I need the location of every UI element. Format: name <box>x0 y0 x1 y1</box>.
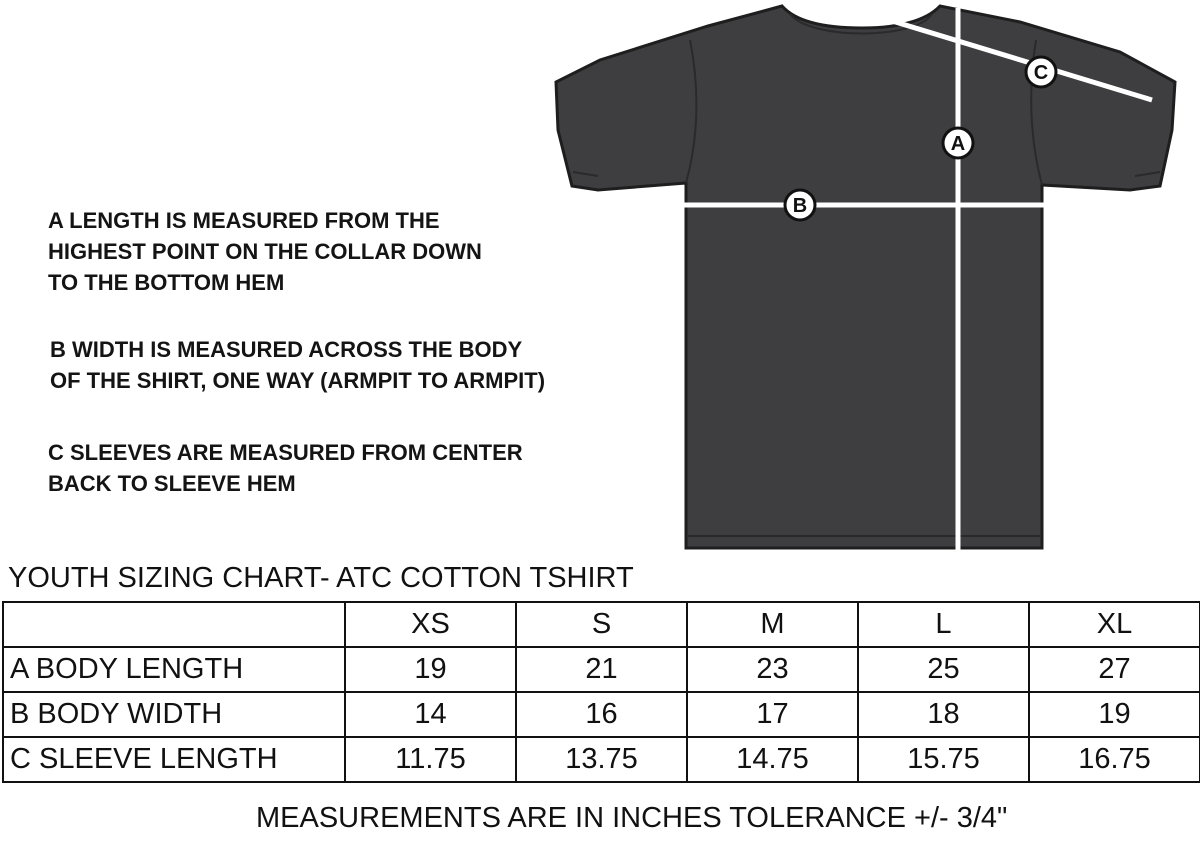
instruction-b-line: B WIDTH IS MEASURED ACROSS THE BODY <box>50 337 523 362</box>
tshirt-diagram <box>548 0 1200 560</box>
table-cell: 23 <box>687 647 858 692</box>
row-label: C SLEEVE LENGTH <box>3 737 345 782</box>
badge-a <box>943 128 973 158</box>
measurement-note: MEASUREMENTS ARE IN INCHES TOLERANCE +/- 3/4" <box>256 802 1008 834</box>
table-cell: 19 <box>345 647 516 692</box>
header-cell <box>3 602 345 647</box>
table-cell: 13.75 <box>516 737 687 782</box>
table-cell: 19 <box>1029 692 1200 737</box>
table-cell: 17 <box>687 692 858 737</box>
tshirt-silhouette <box>556 6 1175 548</box>
row-label: B BODY WIDTH <box>3 692 345 737</box>
header-cell: XL <box>1029 602 1200 647</box>
instruction-c-line: C SLEEVES ARE MEASURED FROM CENTER <box>48 440 523 465</box>
instruction-a-line: TO THE BOTTOM HEM <box>48 270 285 295</box>
table-cell: 16.75 <box>1029 737 1200 782</box>
table-cell: 25 <box>858 647 1029 692</box>
badge-a-label: A <box>950 133 966 155</box>
badge-b-label: B <box>792 195 808 217</box>
instruction-b-line: OF THE SHIRT, ONE WAY (ARMPIT TO ARMPIT) <box>50 368 546 393</box>
table-cell: 18 <box>858 692 1029 737</box>
tshirt-body <box>556 6 1175 548</box>
row-label: A BODY LENGTH <box>3 647 345 692</box>
header-cell: S <box>516 602 687 647</box>
table-cell: 16 <box>516 692 687 737</box>
badge-b <box>785 190 815 220</box>
instruction-c-line: BACK TO SLEEVE HEM <box>48 471 296 496</box>
size-table <box>2 601 1200 783</box>
table-cell: 27 <box>1029 647 1200 692</box>
badge-c-label: C <box>1033 62 1049 84</box>
table-cell: 11.75 <box>345 737 516 782</box>
table-row <box>3 692 1200 737</box>
chart-title: YOUTH SIZING CHART- ATC COTTON TSHIRT <box>8 562 634 594</box>
table-cell: 21 <box>516 647 687 692</box>
instruction-a-line: A LENGTH IS MEASURED FROM THE <box>48 208 440 233</box>
table-row <box>3 737 1200 782</box>
instruction-b <box>50 334 545 396</box>
instruction-a <box>48 205 482 298</box>
table-cell: 14 <box>345 692 516 737</box>
table-cell: 14.75 <box>687 737 858 782</box>
table-row <box>3 647 1200 692</box>
badge-c <box>1026 57 1056 87</box>
instruction-c <box>48 437 523 499</box>
instruction-a-line: HIGHEST POINT ON THE COLLAR DOWN <box>48 239 482 264</box>
header-cell: L <box>858 602 1029 647</box>
table-cell: 15.75 <box>858 737 1029 782</box>
header-cell: XS <box>345 602 516 647</box>
header-row <box>3 602 1200 647</box>
header-cell: M <box>687 602 858 647</box>
